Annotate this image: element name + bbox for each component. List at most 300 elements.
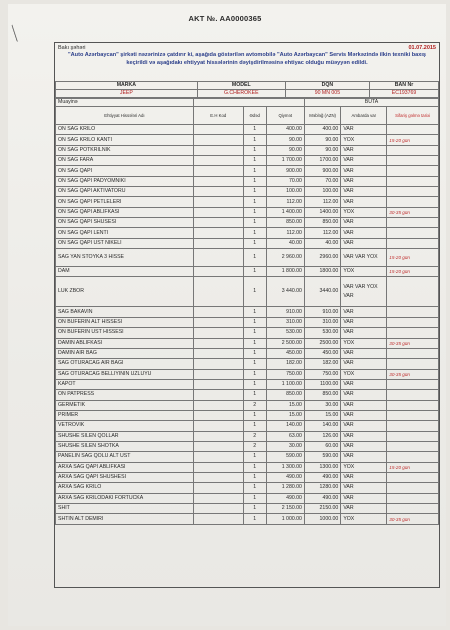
part-order-note (387, 166, 439, 176)
muayine-value: BUTA (304, 99, 438, 107)
part-price: 490.00 (266, 472, 304, 482)
part-price: 70.00 (266, 176, 304, 186)
part-code (193, 410, 243, 420)
part-price: 850.00 (266, 390, 304, 400)
part-name: ON PATPRESS (56, 390, 194, 400)
part-name: SHUSHE SILEN SHOTKA (56, 441, 194, 451)
part-code (193, 176, 243, 186)
table-row (56, 483, 439, 493)
part-price: 910.00 (266, 307, 304, 317)
part-stock: VAR (341, 176, 387, 186)
table-row (56, 493, 439, 503)
part-qty: 1 (243, 462, 266, 472)
vehicle-header-row (56, 82, 439, 90)
part-sum: 1100.00 (304, 379, 340, 389)
table-row (56, 218, 439, 228)
part-price: 1 280.00 (266, 483, 304, 493)
part-name: PANELIN SAG QOLU ALT UST (56, 452, 194, 462)
part-sum: 1700.00 (304, 156, 340, 166)
part-order-note (387, 493, 439, 503)
part-price: 30.00 (266, 441, 304, 451)
city-label: Bakı şəhəri (58, 45, 86, 51)
part-sum: 450.00 (304, 348, 340, 358)
part-stock: VAR (341, 238, 387, 248)
part-code (193, 441, 243, 451)
part-name: ARXA SAG KRILO (56, 483, 194, 493)
table-row (56, 238, 439, 248)
part-name: KAPOT (56, 379, 194, 389)
part-stock: VAR (341, 166, 387, 176)
part-qty: 1 (243, 207, 266, 217)
part-order-note (387, 228, 439, 238)
part-price: 2 150.00 (266, 504, 304, 514)
part-qty: 1 (243, 328, 266, 338)
table-row (56, 207, 439, 217)
col-price: Qiymət (266, 107, 304, 125)
part-qty: 1 (243, 156, 266, 166)
table-row (56, 431, 439, 441)
part-sum: 1300.00 (304, 462, 340, 472)
part-order-note (387, 472, 439, 482)
part-code (193, 145, 243, 155)
vehicle-values-row (56, 90, 439, 98)
value-marka: JEEP (56, 90, 198, 98)
vehicle-table (55, 81, 439, 98)
part-code (193, 379, 243, 389)
part-stock: VAR (341, 307, 387, 317)
part-stock: VAR (341, 197, 387, 207)
part-code (193, 317, 243, 327)
part-sum: 140.00 (304, 421, 340, 431)
part-qty: 1 (243, 145, 266, 155)
part-sum: 1400.00 (304, 207, 340, 217)
part-qty: 1 (243, 390, 266, 400)
header-ban: BAN Nr (370, 82, 439, 90)
part-code (193, 249, 243, 267)
part-price: 112.00 (266, 228, 304, 238)
col-code: E.H Kod (193, 107, 243, 125)
part-stock: VAR VAR YOX (341, 249, 387, 267)
part-order-note (387, 410, 439, 420)
part-code (193, 328, 243, 338)
part-price: 40.00 (266, 238, 304, 248)
value-model: G.CHEROKEE (197, 90, 285, 98)
table-row (56, 156, 439, 166)
col-order-date: Sifariş gəlmə tarixi (387, 107, 439, 125)
part-price: 400.00 (266, 125, 304, 135)
part-code (193, 135, 243, 145)
part-sum: 40.00 (304, 238, 340, 248)
part-sum: 490.00 (304, 472, 340, 482)
table-row (56, 390, 439, 400)
part-order-note (387, 348, 439, 358)
part-code (193, 514, 243, 524)
table-row (56, 125, 439, 135)
part-qty: 1 (243, 493, 266, 503)
header-marka: MARKA (56, 82, 198, 90)
part-code (193, 359, 243, 369)
part-price: 182.00 (266, 359, 304, 369)
part-qty: 1 (243, 452, 266, 462)
part-order-note (387, 197, 439, 207)
part-order-note (387, 452, 439, 462)
part-order-note (387, 441, 439, 451)
table-row (56, 135, 439, 145)
part-price: 90.00 (266, 135, 304, 145)
part-order-note (387, 277, 439, 307)
part-stock: VAR (341, 431, 387, 441)
table-row (56, 307, 439, 317)
part-sum: 100.00 (304, 187, 340, 197)
part-order-note: 15-20 gün (387, 267, 439, 277)
part-code (193, 504, 243, 514)
part-price: 15.00 (266, 400, 304, 410)
part-order-note (387, 328, 439, 338)
table-row (56, 452, 439, 462)
part-qty: 1 (243, 514, 266, 524)
muayine-label: Muayinə (56, 99, 194, 107)
part-stock: YOX (341, 207, 387, 217)
part-stock: VAR (341, 348, 387, 358)
part-order-note (387, 176, 439, 186)
part-order-note (387, 390, 439, 400)
part-stock: VAR (341, 125, 387, 135)
part-name: ON SAG QAPI AKTIVATORU (56, 187, 194, 197)
part-qty: 1 (243, 307, 266, 317)
part-code (193, 156, 243, 166)
part-order-note (387, 483, 439, 493)
part-price: 1 100.00 (266, 379, 304, 389)
part-order-note (387, 218, 439, 228)
part-order-note: 15-20 gün (387, 135, 439, 145)
part-price: 100.00 (266, 187, 304, 197)
part-stock: VAR (341, 317, 387, 327)
part-name: ON SAG KRILO (56, 125, 194, 135)
part-sum: 850.00 (304, 218, 340, 228)
part-sum: 1280.00 (304, 483, 340, 493)
part-stock: VAR (341, 328, 387, 338)
part-qty: 1 (243, 504, 266, 514)
part-price: 1 800.00 (266, 267, 304, 277)
part-sum: 490.00 (304, 493, 340, 503)
part-order-note: 30-35 gün (387, 369, 439, 379)
part-price: 63.00 (266, 431, 304, 441)
part-order-note (387, 359, 439, 369)
part-name: DAMIN AIR BAG (56, 348, 194, 358)
part-price: 310.00 (266, 317, 304, 327)
part-name: ON SAG QAPI PADYOMNIKI (56, 176, 194, 186)
part-qty: 1 (243, 218, 266, 228)
part-code (193, 228, 243, 238)
part-order-note (387, 504, 439, 514)
part-qty: 1 (243, 267, 266, 277)
part-qty: 1 (243, 125, 266, 135)
part-price: 140.00 (266, 421, 304, 431)
part-name: ARXA SAG QAPI SHUSHESI (56, 472, 194, 482)
part-order-note (387, 156, 439, 166)
part-sum: 90.00 (304, 145, 340, 155)
part-stock: VAR (341, 218, 387, 228)
table-row (56, 197, 439, 207)
part-qty: 1 (243, 135, 266, 145)
part-qty: 1 (243, 176, 266, 186)
part-sum: 126.00 (304, 431, 340, 441)
table-row (56, 145, 439, 155)
part-qty: 1 (243, 197, 266, 207)
part-qty: 2 (243, 400, 266, 410)
part-name: VETROVIK (56, 421, 194, 431)
part-order-note: 30-35 gün (387, 207, 439, 217)
table-row (56, 166, 439, 176)
table-row (56, 338, 439, 348)
part-stock: VAR (341, 472, 387, 482)
table-row (56, 514, 439, 524)
part-stock: VAR (341, 410, 387, 420)
part-code (193, 390, 243, 400)
table-row (56, 421, 439, 431)
part-price: 1 000.00 (266, 514, 304, 524)
part-sum: 900.00 (304, 166, 340, 176)
intro-text: "Auto Azərbaycan" şirkəti nəzərinizə çatdırır ki, aşağıda göstərilən avtomobilə "Auto Azərbaycan" Servis Mərkəzində ilkin texniki baxış keçirildi və aşağıdakı ehtiyyat hissələrinin dəyişdirilməsinə ehtiyac olduğu müəyyən edildi. (67, 52, 427, 66)
part-name: ON SAG POTKRILNIK (56, 145, 194, 155)
part-price: 1 300.00 (266, 462, 304, 472)
part-stock: VAR (341, 390, 387, 400)
part-name: ON BUFERIN UST HISSESI (56, 328, 194, 338)
part-sum: 750.00 (304, 369, 340, 379)
part-name: ON SAG QAPI ABLIFKASI (56, 207, 194, 217)
part-qty: 1 (243, 483, 266, 493)
col-sum: Məbləğ (AZN) (304, 107, 340, 125)
part-name: ON SAG FARA (56, 156, 194, 166)
part-code (193, 462, 243, 472)
part-code (193, 421, 243, 431)
part-name: ON SAG QAPI UST NIKELI (56, 238, 194, 248)
part-stock: VAR VAR YOX VAR (341, 277, 387, 307)
part-price: 1 700.00 (266, 156, 304, 166)
part-sum: 310.00 (304, 317, 340, 327)
act-form (54, 42, 440, 588)
part-price: 450.00 (266, 348, 304, 358)
part-stock: YOX (341, 462, 387, 472)
table-row (56, 410, 439, 420)
part-name: ON SAG KRILO KANTI (56, 135, 194, 145)
part-order-note (387, 400, 439, 410)
part-code (193, 267, 243, 277)
col-stock: Ambarda var (341, 107, 387, 125)
part-qty: 1 (243, 317, 266, 327)
part-stock: YOX (341, 267, 387, 277)
part-stock: YOX (341, 135, 387, 145)
table-row (56, 462, 439, 472)
part-name: GERMETIK (56, 400, 194, 410)
col-qty: Ədəd (243, 107, 266, 125)
table-row (56, 187, 439, 197)
part-code (193, 307, 243, 317)
part-sum: 590.00 (304, 452, 340, 462)
part-order-note (387, 431, 439, 441)
part-code (193, 348, 243, 358)
part-stock: VAR (341, 379, 387, 389)
part-code (193, 166, 243, 176)
part-stock: YOX (341, 338, 387, 348)
part-stock: VAR (341, 359, 387, 369)
part-price: 2 500.00 (266, 338, 304, 348)
part-stock: YOX (341, 369, 387, 379)
part-stock: VAR (341, 504, 387, 514)
part-order-note: 15-20 gün (387, 462, 439, 472)
table-row (56, 400, 439, 410)
part-code (193, 238, 243, 248)
header-dqn: DQN (285, 82, 369, 90)
part-price: 530.00 (266, 328, 304, 338)
parts-body (56, 125, 439, 525)
part-code (193, 369, 243, 379)
part-qty: 1 (243, 348, 266, 358)
table-row (56, 228, 439, 238)
part-qty: 1 (243, 472, 266, 482)
part-order-note (387, 317, 439, 327)
part-name: SHIT (56, 504, 194, 514)
part-qty: 1 (243, 238, 266, 248)
part-qty: 2 (243, 441, 266, 451)
part-order-note (387, 145, 439, 155)
part-code (193, 338, 243, 348)
part-order-note: 30-35 gün (387, 514, 439, 524)
parts-table (55, 98, 439, 525)
table-row (56, 441, 439, 451)
part-stock: VAR (341, 156, 387, 166)
part-code (193, 431, 243, 441)
part-stock: VAR (341, 400, 387, 410)
part-qty: 1 (243, 421, 266, 431)
part-price: 850.00 (266, 218, 304, 228)
table-row (56, 472, 439, 482)
part-sum: 530.00 (304, 328, 340, 338)
part-qty: 1 (243, 338, 266, 348)
part-qty: 2 (243, 431, 266, 441)
part-sum: 30.00 (304, 400, 340, 410)
part-code (193, 218, 243, 228)
part-sum: 910.00 (304, 307, 340, 317)
part-code (193, 472, 243, 482)
part-order-note (387, 238, 439, 248)
part-sum: 1800.00 (304, 267, 340, 277)
part-sum: 112.00 (304, 197, 340, 207)
part-price: 3 440.00 (266, 277, 304, 307)
table-row (56, 317, 439, 327)
part-name: LUK ZBOR (56, 277, 194, 307)
part-sum: 3440.00 (304, 277, 340, 307)
table-row (56, 328, 439, 338)
table-row (56, 348, 439, 358)
part-price: 2 960.00 (266, 249, 304, 267)
table-row (56, 359, 439, 369)
part-stock: VAR (341, 228, 387, 238)
columns-header-row (56, 107, 439, 125)
part-price: 490.00 (266, 493, 304, 503)
part-qty: 1 (243, 359, 266, 369)
part-price: 900.00 (266, 166, 304, 176)
table-row (56, 379, 439, 389)
table-row (56, 176, 439, 186)
part-code (193, 197, 243, 207)
part-sum: 112.00 (304, 228, 340, 238)
part-stock: VAR (341, 441, 387, 451)
part-name: ON SAG QAPI (56, 166, 194, 176)
value-dqn: 90 MN 005 (285, 90, 369, 98)
part-sum: 90.00 (304, 135, 340, 145)
part-sum: 15.00 (304, 410, 340, 420)
part-name: SHUSHE SILEN QOLLAR (56, 431, 194, 441)
part-stock: VAR (341, 452, 387, 462)
part-code (193, 187, 243, 197)
part-code (193, 483, 243, 493)
part-sum: 400.00 (304, 125, 340, 135)
part-sum: 60.00 (304, 441, 340, 451)
part-qty: 1 (243, 249, 266, 267)
muayine-row (56, 99, 439, 107)
part-name: SHTIN ALT DEMIRI (56, 514, 194, 524)
part-price: 590.00 (266, 452, 304, 462)
part-price: 112.00 (266, 197, 304, 207)
part-code (193, 493, 243, 503)
part-name: DAM (56, 267, 194, 277)
table-row (56, 504, 439, 514)
part-code (193, 125, 243, 135)
part-name: DAMIN ABLIFKASI (56, 338, 194, 348)
part-name: SAG OTURACAG BELLIYININ UZLUYU (56, 369, 194, 379)
act-title: AKT №. AA0000365 (188, 14, 262, 23)
part-name: SAG BAKAVIN (56, 307, 194, 317)
part-stock: VAR (341, 145, 387, 155)
part-price: 750.00 (266, 369, 304, 379)
part-price: 15.00 (266, 410, 304, 420)
part-name: SAG YAN STOYKA 3 HISSE (56, 249, 194, 267)
part-code (193, 277, 243, 307)
act-date: 01.07.2015 (408, 45, 436, 51)
part-code (193, 452, 243, 462)
part-code (193, 207, 243, 217)
part-code (193, 400, 243, 410)
part-qty: 1 (243, 166, 266, 176)
part-sum: 182.00 (304, 359, 340, 369)
part-order-note: 30-35 gün (387, 338, 439, 348)
part-order-note (387, 187, 439, 197)
part-sum: 70.00 (304, 176, 340, 186)
part-stock: VAR (341, 187, 387, 197)
part-price: 90.00 (266, 145, 304, 155)
part-sum: 2960.00 (304, 249, 340, 267)
part-sum: 1000.00 (304, 514, 340, 524)
part-name: ON SAG QAPI PETLELERI (56, 197, 194, 207)
part-name: SAG OTURACAG AIR BAGI (56, 359, 194, 369)
header-model: MODEL (197, 82, 285, 90)
part-name: ARXA SAG KRILODAKI FORTUCKA (56, 493, 194, 503)
part-stock: VAR (341, 493, 387, 503)
part-order-note (387, 421, 439, 431)
part-sum: 850.00 (304, 390, 340, 400)
part-order-note (387, 125, 439, 135)
part-sum: 2150.00 (304, 504, 340, 514)
part-qty: 1 (243, 369, 266, 379)
part-name: ON SAG QAPI LENTI (56, 228, 194, 238)
part-order-note (387, 307, 439, 317)
part-order-note (387, 379, 439, 389)
header-row (55, 43, 439, 51)
part-stock: VAR (341, 421, 387, 431)
value-ban: EC193769 (370, 90, 439, 98)
col-name: Ehtiyyat Hissələri Adı (56, 107, 194, 125)
